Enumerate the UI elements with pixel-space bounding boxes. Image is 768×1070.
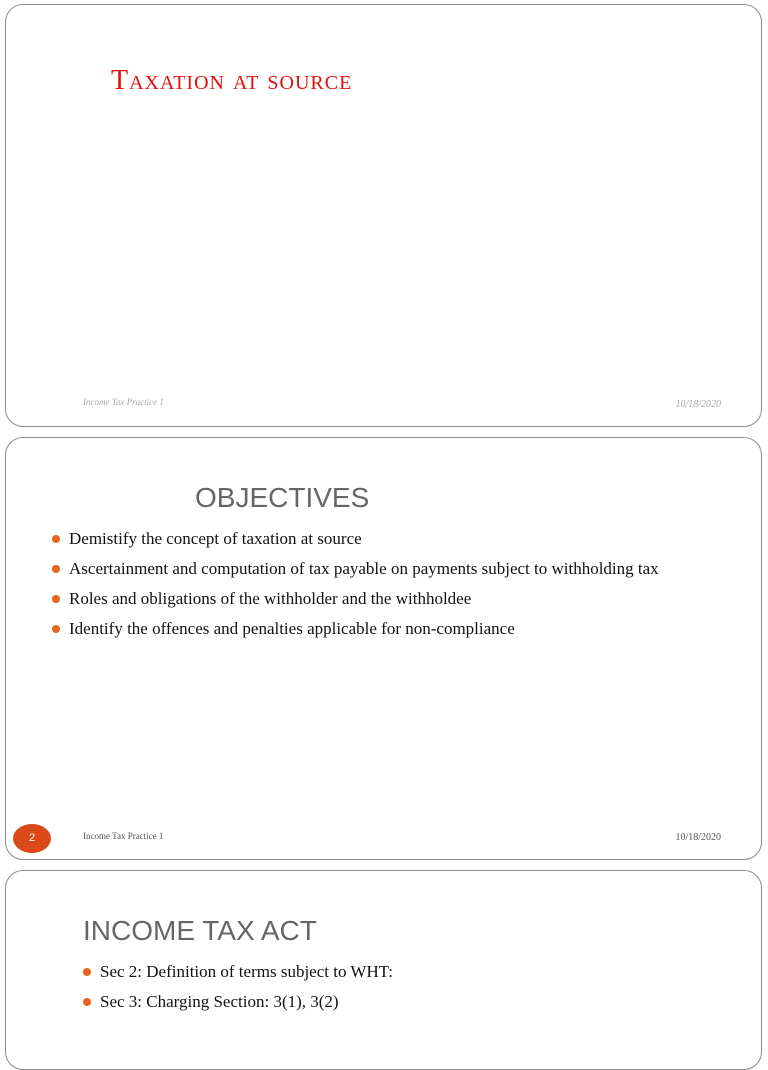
- bullet-item: [82, 991, 393, 1021]
- bullet-text: Roles and obligations of the withholder and the withholdee: [69, 589, 472, 608]
- bullet-list: [51, 528, 659, 648]
- slide-3: [5, 870, 762, 1070]
- bullet-dot-icon: [83, 998, 91, 1006]
- bullet-text: Ascertainment and computation of tax payable on payments subject to withholding tax: [69, 559, 659, 578]
- bullet-item: [51, 558, 659, 588]
- slide-1: [5, 4, 762, 427]
- slide-footer-course: Income Tax Practice 1: [83, 397, 164, 407]
- bullet-text: Sec 2: Definition of terms subject to WHT:: [100, 962, 393, 981]
- bullet-item: [82, 961, 393, 991]
- bullet-text: Sec 3: Charging Section: 3(1), 3(2): [100, 992, 339, 1011]
- bullet-dot-icon: [52, 625, 60, 633]
- bullet-item: [51, 588, 659, 618]
- slide-title: OBJECTIVES: [195, 482, 370, 513]
- bullet-dot-icon: [52, 535, 60, 543]
- slide-footer-course: Income Tax Practice 1: [83, 831, 164, 841]
- slide-title: INCOME TAX ACT: [83, 915, 317, 946]
- bullet-item: [51, 618, 659, 648]
- bullet-text: Demistify the concept of taxation at source: [69, 529, 362, 548]
- bullet-text: Identify the offences and penalties applicable for non-compliance: [69, 619, 515, 638]
- bullet-dot-icon: [52, 595, 60, 603]
- slide-footer-date: 10/18/2020: [675, 399, 721, 410]
- slide-title: Taxation at source: [111, 65, 353, 96]
- bullet-dot-icon: [52, 565, 60, 573]
- bullet-list: [82, 961, 393, 1021]
- page-number-badge: 2: [13, 824, 51, 853]
- bullet-dot-icon: [83, 968, 91, 976]
- slide-footer-date: 10/18/2020: [675, 832, 721, 843]
- slide-2: [5, 437, 762, 860]
- bullet-item: [51, 528, 659, 558]
